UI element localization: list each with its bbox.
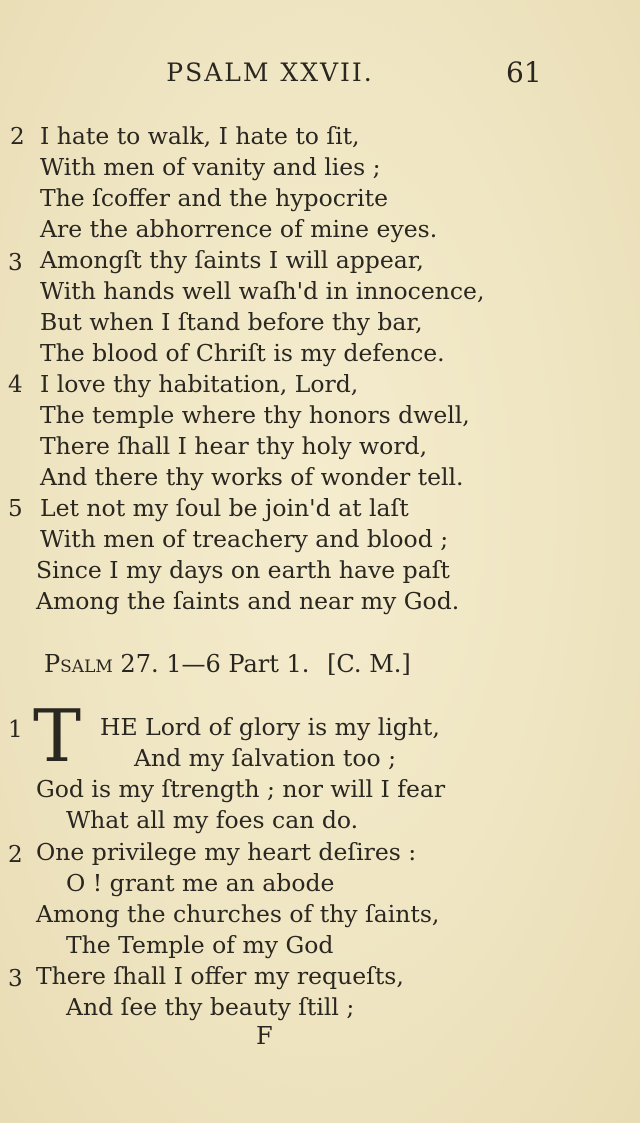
verse-line: What all my foes can do. [66,806,359,834]
psalm-heading [44,650,411,678]
verse-line: Among the churches of thy ſaints, [36,900,440,928]
verse-line: O ! grant me an abode [66,869,335,897]
verse-number: 3 [8,250,23,276]
verse-line: The blood of Chriſt is my defence. [40,339,445,367]
verse-line: And my ſalvation too ; [134,744,396,772]
verse-line: With hands well waſh'd in innocence, [40,277,485,305]
verse-line: With men of vanity and lies ; [40,153,381,181]
verse-line: Amongſt thy ſaints I will appear, [40,246,424,274]
verse-line: Let not my ſoul be join'd at laſt [40,494,409,522]
psalm-meter: [C. M.] [327,650,411,678]
verse-line: I hate to walk, I hate to ſit, [40,122,360,150]
verse-line: The ſcoffer and the hypocrite [40,184,388,212]
verse-line: And ſee thy beauty ſtill ; [66,993,355,1021]
psalm-word: Psalm [44,650,113,678]
verse-line: And there thy works of wonder tell. [40,463,464,491]
verse-number: 5 [8,496,23,522]
verse-line: But when I ſtand before thy bar, [40,308,423,336]
drop-cap: T [33,694,82,778]
verse-number: 3 [8,966,23,992]
verse-number: 2 [10,124,25,150]
verse-line: I love thy habitation, Lord, [40,370,359,398]
signature-mark: F [256,1022,273,1050]
verse-line: HE Lord of glory is my light, [100,713,440,741]
verse-number: 1 [8,717,23,743]
psalm-reference: 27. 1—6 Part 1. [120,650,310,678]
verse-line: Are the abhorrence of mine eyes. [40,215,438,243]
verse-line: The Temple of my God [66,931,334,959]
verse-line: God is my ſtrength ; nor will I fear [36,775,446,803]
verse-line: One privilege my heart deſires : [36,838,417,866]
verse-line: The temple where thy honors dwell, [40,401,470,429]
verse-line: There ſhall I hear thy holy word, [40,432,428,460]
verse-line: There ſhall I offer my requeſts, [36,962,404,990]
page-number: 61 [506,56,542,89]
verse-line: With men of treachery and blood ; [40,525,449,553]
verse-line: Among the ſaints and near my God. [36,587,460,615]
running-head: PSALM XXVII. [166,58,374,87]
verse-line: Since I my days on earth have paſt [36,556,450,584]
verse-number: 4 [8,372,23,398]
verse-number: 2 [8,842,23,868]
